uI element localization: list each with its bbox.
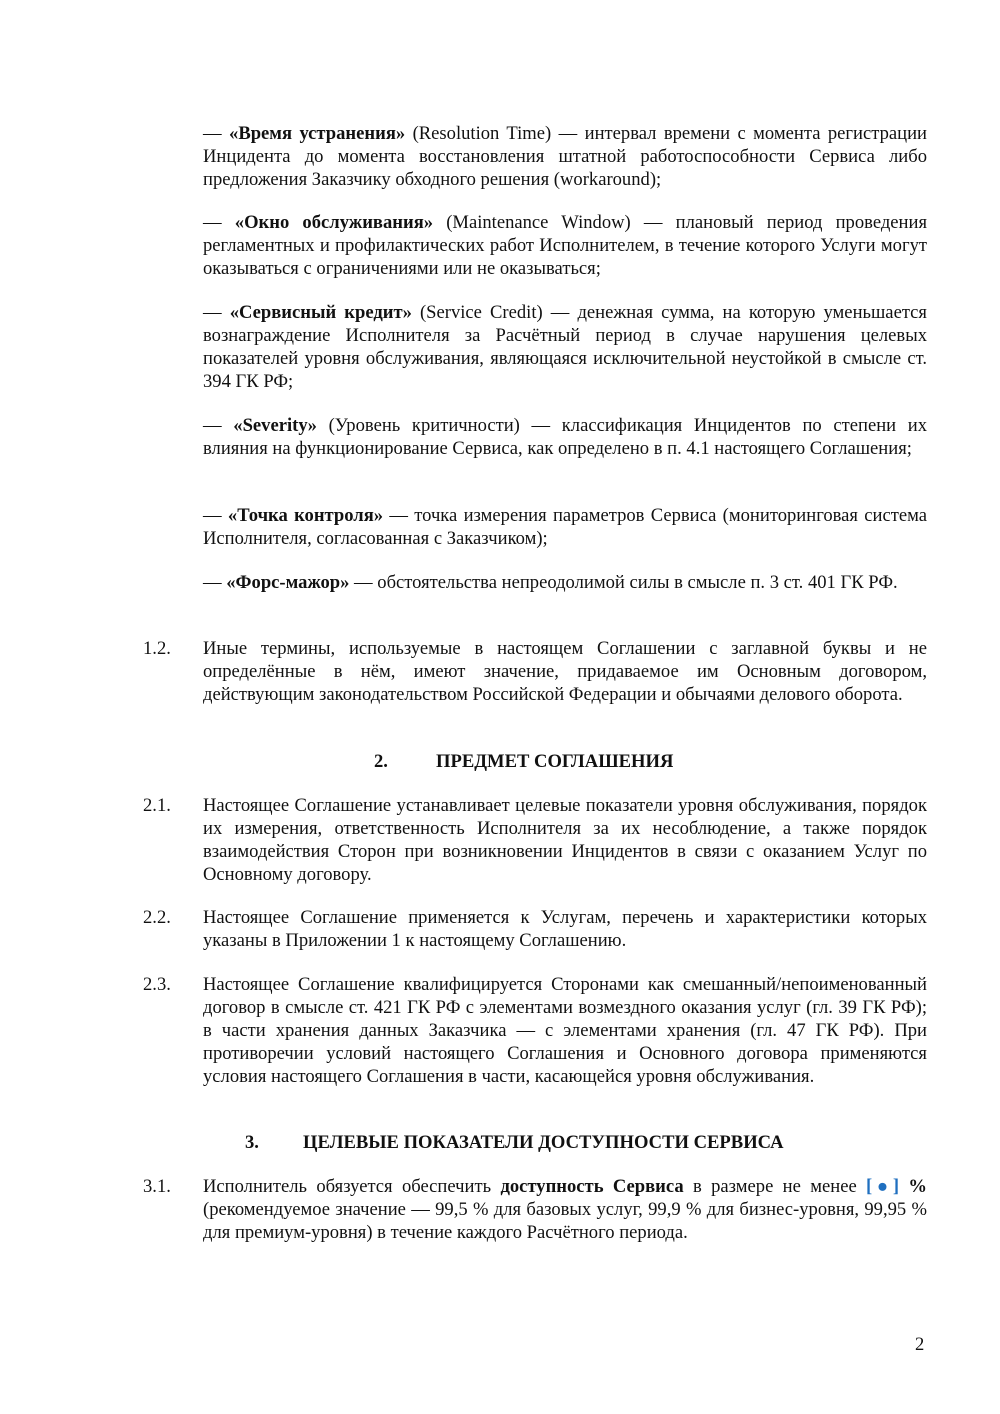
page-number: 2 xyxy=(915,1334,925,1355)
definition-text: — точка измерения параметров Сервиса (мониторинговая система Исполнителя, согласованная с Заказчиком); xyxy=(203,505,928,549)
definition-text: (Resolution Time) — интервал времени с момента регистрации Инцидента до момента восстановления штатной работоспособности Сервиса либо предложения Заказчику обходного решения (workaround); xyxy=(203,123,928,190)
clause-text: Настоящее Соглашение квалифицируется Сторонами как смешанный/непоименованный договор в смысле ст. 421 ГК РФ с элементами возмездного оказания услуг (гл. 39 ГК РФ); в части хранения данных Заказчика — с элементами хранения (гл. 47 ГК РФ). При противоречии условий настоящего Соглашения и Основного договора применяются условия настоящего Соглашения в части, касающейся уровня обслуживания. xyxy=(203,974,927,1087)
definition-term: «Окно обслуживания» xyxy=(234,212,434,233)
definition-text: — обстоятельства непреодолимой силы в смысле п. 3 ст. 401 ГК РФ. xyxy=(349,572,898,593)
section-number: 2. xyxy=(374,751,388,772)
dash: — xyxy=(203,302,230,323)
clause-text-part: Исполнитель обязуется обеспечить xyxy=(203,1176,501,1197)
dash: — xyxy=(203,123,230,144)
definition-term: «Форс-мажор» xyxy=(226,572,350,593)
section-title: ПРЕДМЕТ СОГЛАШЕНИЯ xyxy=(436,751,674,772)
clause-number: 3.1. xyxy=(143,1176,171,1197)
availability-term: доступность Сервиса xyxy=(500,1176,684,1197)
clause-number: 2.1. xyxy=(143,795,171,816)
value-placeholder: [●] xyxy=(866,1176,900,1197)
definition-term: «Severity» xyxy=(233,415,317,436)
clause-number: 2.2. xyxy=(143,907,171,928)
definition-severity xyxy=(203,414,927,460)
clause-text: Настоящее Соглашение применяется к Услугам, перечень и характеристики которых указаны в Приложении 1 к настоящему Соглашению. xyxy=(203,907,927,951)
definition-term: «Сервисный кредит» xyxy=(229,302,412,323)
definition-service-credit xyxy=(203,301,927,393)
dash: — xyxy=(203,505,228,526)
dash: — xyxy=(203,572,227,593)
dash: — xyxy=(203,212,235,233)
clause-text: Иные термины, используемые в настоящем Соглашении с заглавной буквы и не определённые в нём, имеют значение, придаваемое им Основным договором, действующим законодательством Российской Федерации и обычаями делового оборота. xyxy=(203,638,927,705)
definition-term: «Точка контроля» xyxy=(227,505,384,526)
definition-text: (Service Credit) — денежная сумма, на которую уменьшается вознаграждение Исполнителя за Расчётный период в случае нарушения целевых показателей уровня обслуживания, являющаяся исключительной неустойкой в смысле ст. 394 ГК РФ; xyxy=(203,302,927,392)
clause-number: 1.2. xyxy=(143,638,171,659)
definition-control-point xyxy=(203,504,927,550)
clause-text xyxy=(203,1175,927,1244)
definition-force-majeure xyxy=(203,571,927,594)
clause-number: 2.3. xyxy=(143,974,171,995)
clause-text-part: (рекомендуемое значение — 99,5 % для базовых услуг, 99,9 % для бизнес-уровня, 99,95 % для премиум-уровня) в течение каждого Расчётного периода. xyxy=(203,1199,927,1243)
definition-maintenance-window xyxy=(203,211,927,280)
definition-text: (Уровень критичности) — классификация Инцидентов по степени их влияния на функционирование Сервиса, как определено в п. 4.1 настоящего Соглашения; xyxy=(203,415,928,459)
section-number: 3. xyxy=(245,1132,259,1153)
definition-text: (Maintenance Window) — плановый период проведения регламентных и профилактических работ Исполнителем, в течение которого Услуги могут оказываться с ограничениями или не оказываться; xyxy=(203,212,927,279)
dash: — xyxy=(203,415,234,436)
percent-sign: % xyxy=(899,1176,928,1197)
clause-text-part: в размере не менее xyxy=(683,1176,867,1197)
definition-term: «Время устранения» xyxy=(229,123,406,144)
section-title: ЦЕЛЕВЫЕ ПОКАЗАТЕЛИ ДОСТУПНОСТИ СЕРВИСА xyxy=(303,1132,784,1153)
definition-resolution-time xyxy=(203,122,927,191)
clause-text: Настоящее Соглашение устанавливает целевые показатели уровня обслуживания, порядок их измерения, ответственность Исполнителя за их несоблюдение, а также порядок взаимодействия Сторон при возникновении Инцидентов в связи с оказанием Услуг по Основному договору. xyxy=(203,795,927,885)
